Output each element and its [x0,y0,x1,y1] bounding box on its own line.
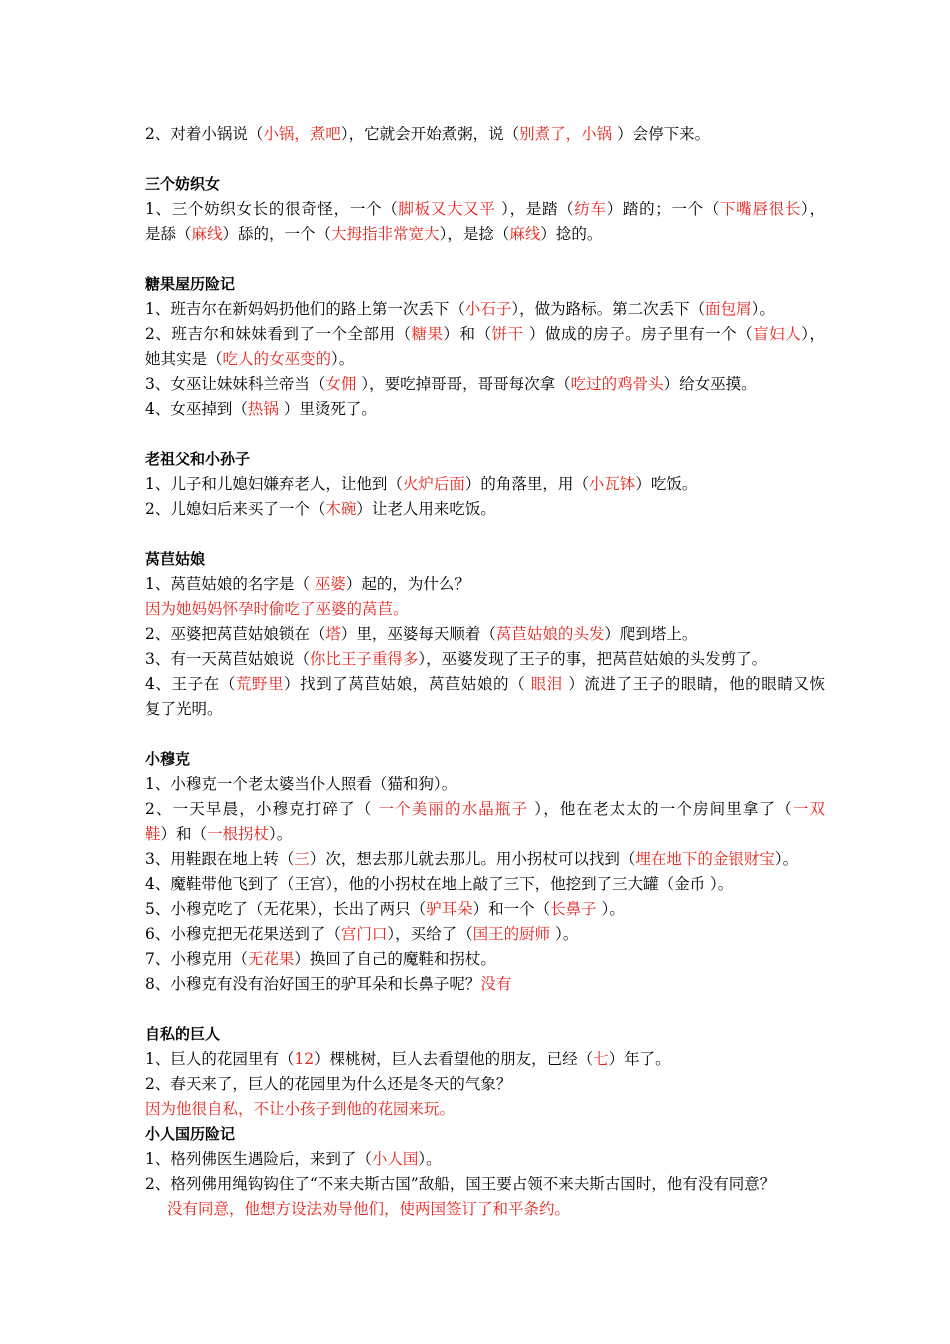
text-line [145,897,825,922]
answer-text: 面包屑 [705,300,752,318]
question-text: ），是踏（ [495,200,575,218]
question-text: ），买给了（ [387,925,473,943]
question-text: 4、魔鞋带他飞到了（王宫），他的小拐杖在地上敲了三下，他挖到了三大罐（金币 ）。 [145,875,734,893]
question-text: 2、格列佛用绳钩钩住了“不来夫斯古国”敌船，国王要占领不来夫斯古国时，他有没有同意？ [145,1175,776,1193]
question-text: ）。 [269,825,293,843]
question-text: 1、巨人的花园里有（ [145,1050,295,1068]
text-line [145,872,825,897]
question-text: 4、女巫掉到（ [145,400,248,418]
answer-text: 鞋 [145,825,161,843]
text-line [145,122,825,147]
answer-text: 小锅，煮吧 [263,125,341,143]
text-line [145,347,825,372]
question-text: ）。 [331,350,355,368]
question-text: 3、女巫让妹妹科兰帝当（ [145,375,326,393]
question-text: ）次，想去那儿就去那儿。用小拐杖可以找到（ [309,850,636,868]
text-line [145,972,825,997]
blank-line [145,722,825,747]
question-text: 小穆克 [145,750,191,768]
text-line [145,672,825,697]
text-line [145,847,825,872]
question-text: 1、格列佛医生遇险后，来到了（ [145,1150,372,1168]
text-line [145,947,825,972]
text-line [145,1172,825,1197]
question-text: 1、儿子和儿媳妇嫌弃老人，让他到（ [145,475,403,493]
answer-text: 下嘴唇很长 [720,200,802,218]
question-text: 3、用鞋跟在地上转（ [145,850,295,868]
question-text: ），做为路标。第二次丢下（ [511,300,706,318]
text-line [145,1197,825,1222]
text-line [145,697,825,722]
question-text: ）捻的。 [540,225,603,243]
answer-text: 糖果 [411,325,444,343]
text-line [145,597,825,622]
text-line [145,922,825,947]
question-text: 6、小穆克把无花果送到了（ [145,925,341,943]
document-page [145,122,825,1222]
section-title [145,747,825,772]
answer-text: 国王的厨师 [472,925,551,943]
question-text: 是舔（ [145,225,192,243]
question-text: ）和一个（ [472,900,551,918]
section-title [145,1122,825,1147]
text-line [145,222,825,247]
answer-text: 没有 [480,975,512,993]
question-text: 1、班吉尔在新妈妈扔他们的路上第一次丢下（ [145,300,465,318]
question-text: 莴苣姑娘 [145,550,206,568]
question-text: ）年了。 [608,1050,671,1068]
question-text: ）的角落里，用（ [464,475,589,493]
question-text: ）爬到塔上。 [604,625,698,643]
question-text: ）踏的；一个（ [606,200,721,218]
question-text: ）流进了王子的眼睛，他的眼睛又恢 [562,675,825,693]
question-text: ）会停下来。 [612,125,711,143]
question-text: 5、小穆克吃了（无花果），长出了两只（ [145,900,427,918]
text-line [145,397,825,422]
answer-text: 你比王子重得多 [309,650,419,668]
question-text: 2、对着小锅说（ [145,125,264,143]
question-text: ）里烫死了。 [278,400,377,418]
text-line [145,472,825,497]
answer-text: 因为他很自私，不让小孩子到他的花园来玩。 [145,1100,456,1118]
text-line [145,1072,825,1097]
question-text: 2、一天早晨，小穆克打碎了（ [145,800,379,818]
answer-text: 塔 [325,625,341,643]
question-text: ）。 [751,300,775,318]
answer-text: 纺车 [574,200,607,218]
question-text: 1、三个妨织女长的很奇怪，一个（ [145,200,399,218]
section-title [145,272,825,297]
question-text: ）。 [774,850,799,868]
question-text: ），他在老太太的一个房间里拿了（ [528,800,793,818]
blank-line [145,422,825,447]
question-text: 她其实是（ [145,350,223,368]
question-text: ）棵桃树，巨人去看望他的朋友，已经（ [314,1050,594,1068]
text-line [145,297,825,322]
question-text: ）。 [596,900,625,918]
answer-text: 吃过的鸡骨头 [570,375,664,393]
answer-text: 小石子 [464,300,512,318]
question-text: 自私的巨人 [145,1025,221,1043]
answer-text: 荒野里 [235,675,285,693]
text-line [145,197,825,222]
text-line [145,622,825,647]
answer-text: 长鼻子 [550,900,597,918]
section-title [145,447,825,472]
question-text: 糖果屋历险记 [145,275,236,293]
answer-text: 因为她妈妈怀孕时偷吃了巫婆的莴苣。 [145,600,409,618]
answer-text: 驴耳朵 [426,900,473,918]
answer-text: 饼干 [491,325,524,343]
question-text: ）， [801,200,825,218]
question-text: ）给女巫摸。 [663,375,757,393]
question-text: ），要吃掉哥哥，哥哥每次拿（ [356,375,571,393]
text-line [145,797,825,822]
question-text: ）。 [550,925,579,943]
blank-line [145,247,825,272]
answer-text: 麻线 [191,225,223,243]
question-text: ）和（ [443,325,492,343]
answer-text: 莴苣姑娘的头发 [495,625,605,643]
question-text: ）找到了莴苣姑娘，莴苣姑娘的（ [284,675,531,693]
question-text: ），它就会开始煮粥，说（ [340,125,520,143]
text-line [145,372,825,397]
answer-text: 盲妇人 [753,325,802,343]
text-line [145,1097,825,1122]
answer-text: 吃人的女巫变的 [222,350,332,368]
question-text: ）吃饭。 [635,475,698,493]
question-text: 1、小穆克一个老太婆当仆人照看（猫和狗）。 [145,775,458,793]
answer-text: 脚板又大又平 [398,200,496,218]
answer-text: 女佣 [325,375,357,393]
answer-text: 麻线 [509,225,541,243]
question-text: ）里，巫婆每天顺着（ [340,625,496,643]
answer-text: 一双 [792,800,825,818]
answer-text: 三 [294,850,310,868]
section-title [145,1022,825,1047]
text-line [145,822,825,847]
text-line [145,647,825,672]
answer-text: 木碗 [325,500,357,518]
answer-text: 火炉后面 [402,475,465,493]
answer-text: 热锅 [247,400,279,418]
answer-text: 大拇指非常宽大 [331,225,440,243]
answer-text: 12 [294,1050,315,1068]
answer-text: 小人国 [371,1150,419,1168]
question-text: 8、小穆克有没有治好国王的驴耳朵和长鼻子呢？ [145,975,481,993]
question-text: ）做成的房子。房子里有一个（ [523,325,754,343]
question-text: 4、王子在（ [145,675,236,693]
blank-line [145,522,825,547]
answer-text: 小瓦钵 [588,475,636,493]
text-line [145,1047,825,1072]
answer-text: 一根拐杖 [207,825,270,843]
question-text: ）舔的，一个（ [222,225,332,243]
question-text: ），巫婆发现了王子的事，把莴苣姑娘的头发剪了。 [418,650,768,668]
question-text: ）让老人用来吃饭。 [356,500,496,518]
question-text: 复了光明。 [145,700,223,718]
question-text: ）， [801,325,825,343]
text-line [145,772,825,797]
question-text: 2、春天来了，巨人的花园里为什么还是冬天的气象？ [145,1075,512,1093]
question-text: 2、班吉尔和妹妹看到了一个全部用（ [145,325,412,343]
blank-line [145,147,825,172]
question-text: 三个妨织女 [145,175,221,193]
answer-text: 埋在地下的金银财宝 [635,850,775,868]
question-text: 1、莴苣姑娘的名字是（ [145,575,315,593]
section-title [145,547,825,572]
question-text: ）起的，为什么？ [345,575,470,593]
question-text: ），是捻（ [439,225,510,243]
answer-text: 没有同意，他想方设法劝导他们，使两国签订了和平条约。 [167,1200,571,1218]
question-text: 2、巫婆把莴苣姑娘锁在（ [145,625,326,643]
text-line [145,572,825,597]
question-text: ）和（ [160,825,208,843]
answer-text: 七 [593,1050,609,1068]
section-title [145,172,825,197]
answer-text: 巫婆 [314,575,346,593]
answer-text: 无花果 [247,950,295,968]
blank-line [145,997,825,1022]
question-text: 小人国历险记 [145,1125,236,1143]
question-text: 2、儿媳妇后来买了一个（ [145,500,326,518]
text-line [145,1147,825,1172]
question-text: 3、有一天莴苣姑娘说（ [145,650,310,668]
answer-text: 宫门口 [340,925,388,943]
text-line [145,497,825,522]
answer-text: 一个美丽的水晶瓶子 [378,800,529,818]
answer-text: 眼泪 [530,675,563,693]
text-line [145,322,825,347]
question-text: ）换回了自己的魔鞋和拐杖。 [294,950,496,968]
question-text: 老祖父和小孙子 [145,450,251,468]
question-text: ）。 [418,1150,442,1168]
question-text: 7、小穆克用（ [145,950,248,968]
answer-text: 别煮了，小锅 [519,125,613,143]
